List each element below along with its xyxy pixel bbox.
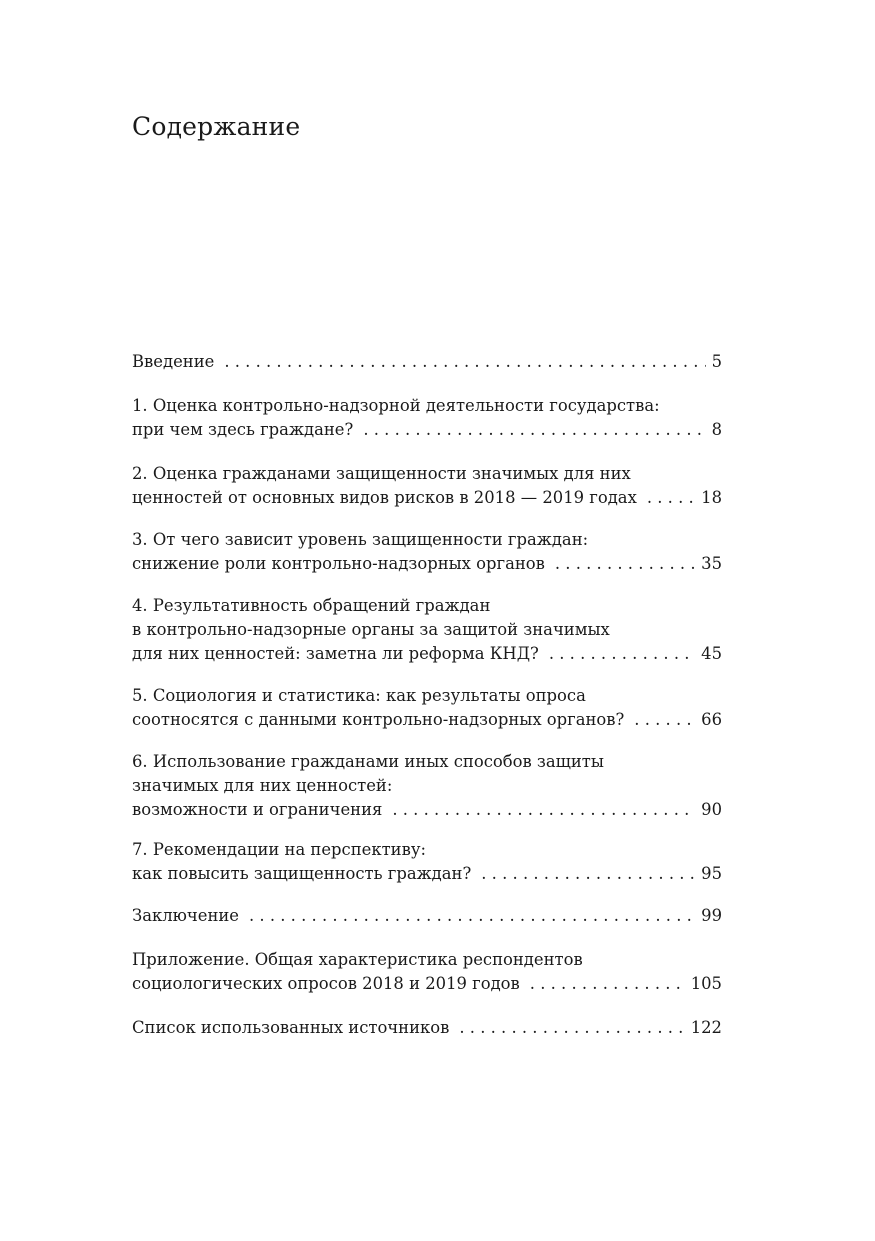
page-title: Содержание xyxy=(132,112,301,141)
toc-entry[interactable] xyxy=(132,394,722,442)
dot-leader xyxy=(392,798,695,822)
toc-entry-title-line: 3. От чего зависит уровень защищенности граждан: xyxy=(132,530,589,549)
toc-entry-title-line: социологических опросов 2018 и 2019 годов xyxy=(132,974,520,993)
toc-entry-title-line: значимых для них ценностей: xyxy=(132,776,393,795)
toc-entry-title-line: ценностей от основных видов рисков в 2018 — 2019 годах xyxy=(132,488,637,507)
page-number: 99 xyxy=(701,906,722,925)
page-number: 18 xyxy=(701,488,722,507)
toc-entry-title-line: в контрольно-надзорные органы за защитой значимых xyxy=(132,620,610,639)
toc-entry-title-line: Введение xyxy=(132,352,215,371)
dot-leader xyxy=(549,642,695,666)
page-number: 8 xyxy=(711,420,722,439)
dot-leader xyxy=(555,552,695,576)
page-number: 66 xyxy=(701,710,722,729)
toc-entry[interactable] xyxy=(132,750,722,822)
toc-entry-title-line: соотносятся с данными контрольно-надзорных органов? xyxy=(132,710,625,729)
toc-entry-title-line: Приложение. Общая характеристика респондентов xyxy=(132,950,583,969)
toc-entry-title-line: Заключение xyxy=(132,906,239,925)
page-number: 95 xyxy=(701,864,722,883)
toc-entry-title-line: Список использованных источников xyxy=(132,1018,450,1037)
dot-leader xyxy=(530,972,685,996)
page-number: 45 xyxy=(701,644,722,663)
dot-leader xyxy=(634,708,695,732)
dot-leader xyxy=(481,862,695,886)
toc-entry-title-line: 6. Использование гражданами иных способов защиты xyxy=(132,752,604,771)
toc-entry[interactable] xyxy=(132,684,722,732)
dot-leader xyxy=(363,418,705,442)
toc-entry[interactable] xyxy=(132,1016,722,1040)
toc-entry-title-line: для них ценностей: заметна ли реформа КНД? xyxy=(132,644,539,663)
toc-entry-title-line: 1. Оценка контрольно-надзорной деятельности государства: xyxy=(132,396,660,415)
dot-leader xyxy=(224,350,705,374)
dot-leader xyxy=(647,486,695,510)
dot-leader xyxy=(249,904,695,928)
toc-entry-title-line: 5. Социология и статистика: как результаты опроса xyxy=(132,686,586,705)
toc-entry-title-line: снижение роли контрольно-надзорных органов xyxy=(132,554,545,573)
toc-entry[interactable] xyxy=(132,948,722,996)
toc-entry-title-line: возможности и ограничения xyxy=(132,800,383,819)
toc-entry[interactable] xyxy=(132,904,722,928)
toc-entry-title-line: как повысить защищенность граждан? xyxy=(132,864,472,883)
page-number: 5 xyxy=(711,352,722,371)
toc-entry[interactable] xyxy=(132,350,722,374)
toc-entry[interactable] xyxy=(132,528,722,576)
dot-leader xyxy=(459,1016,684,1040)
toc-entry[interactable] xyxy=(132,462,722,510)
toc-entry-title-line: при чем здесь граждане? xyxy=(132,420,354,439)
page-number: 105 xyxy=(690,974,722,993)
page-number: 122 xyxy=(690,1018,722,1037)
toc-entry[interactable] xyxy=(132,594,722,666)
toc-entry-title-line: 4. Результативность обращений граждан xyxy=(132,596,491,615)
page-number: 35 xyxy=(701,554,722,573)
page-number: 90 xyxy=(701,800,722,819)
toc-entry-title-line: 7. Рекомендации на перспективу: xyxy=(132,840,426,859)
toc-entry[interactable] xyxy=(132,838,722,886)
toc-entry-title-line: 2. Оценка гражданами защищенности значимых для них xyxy=(132,464,631,483)
